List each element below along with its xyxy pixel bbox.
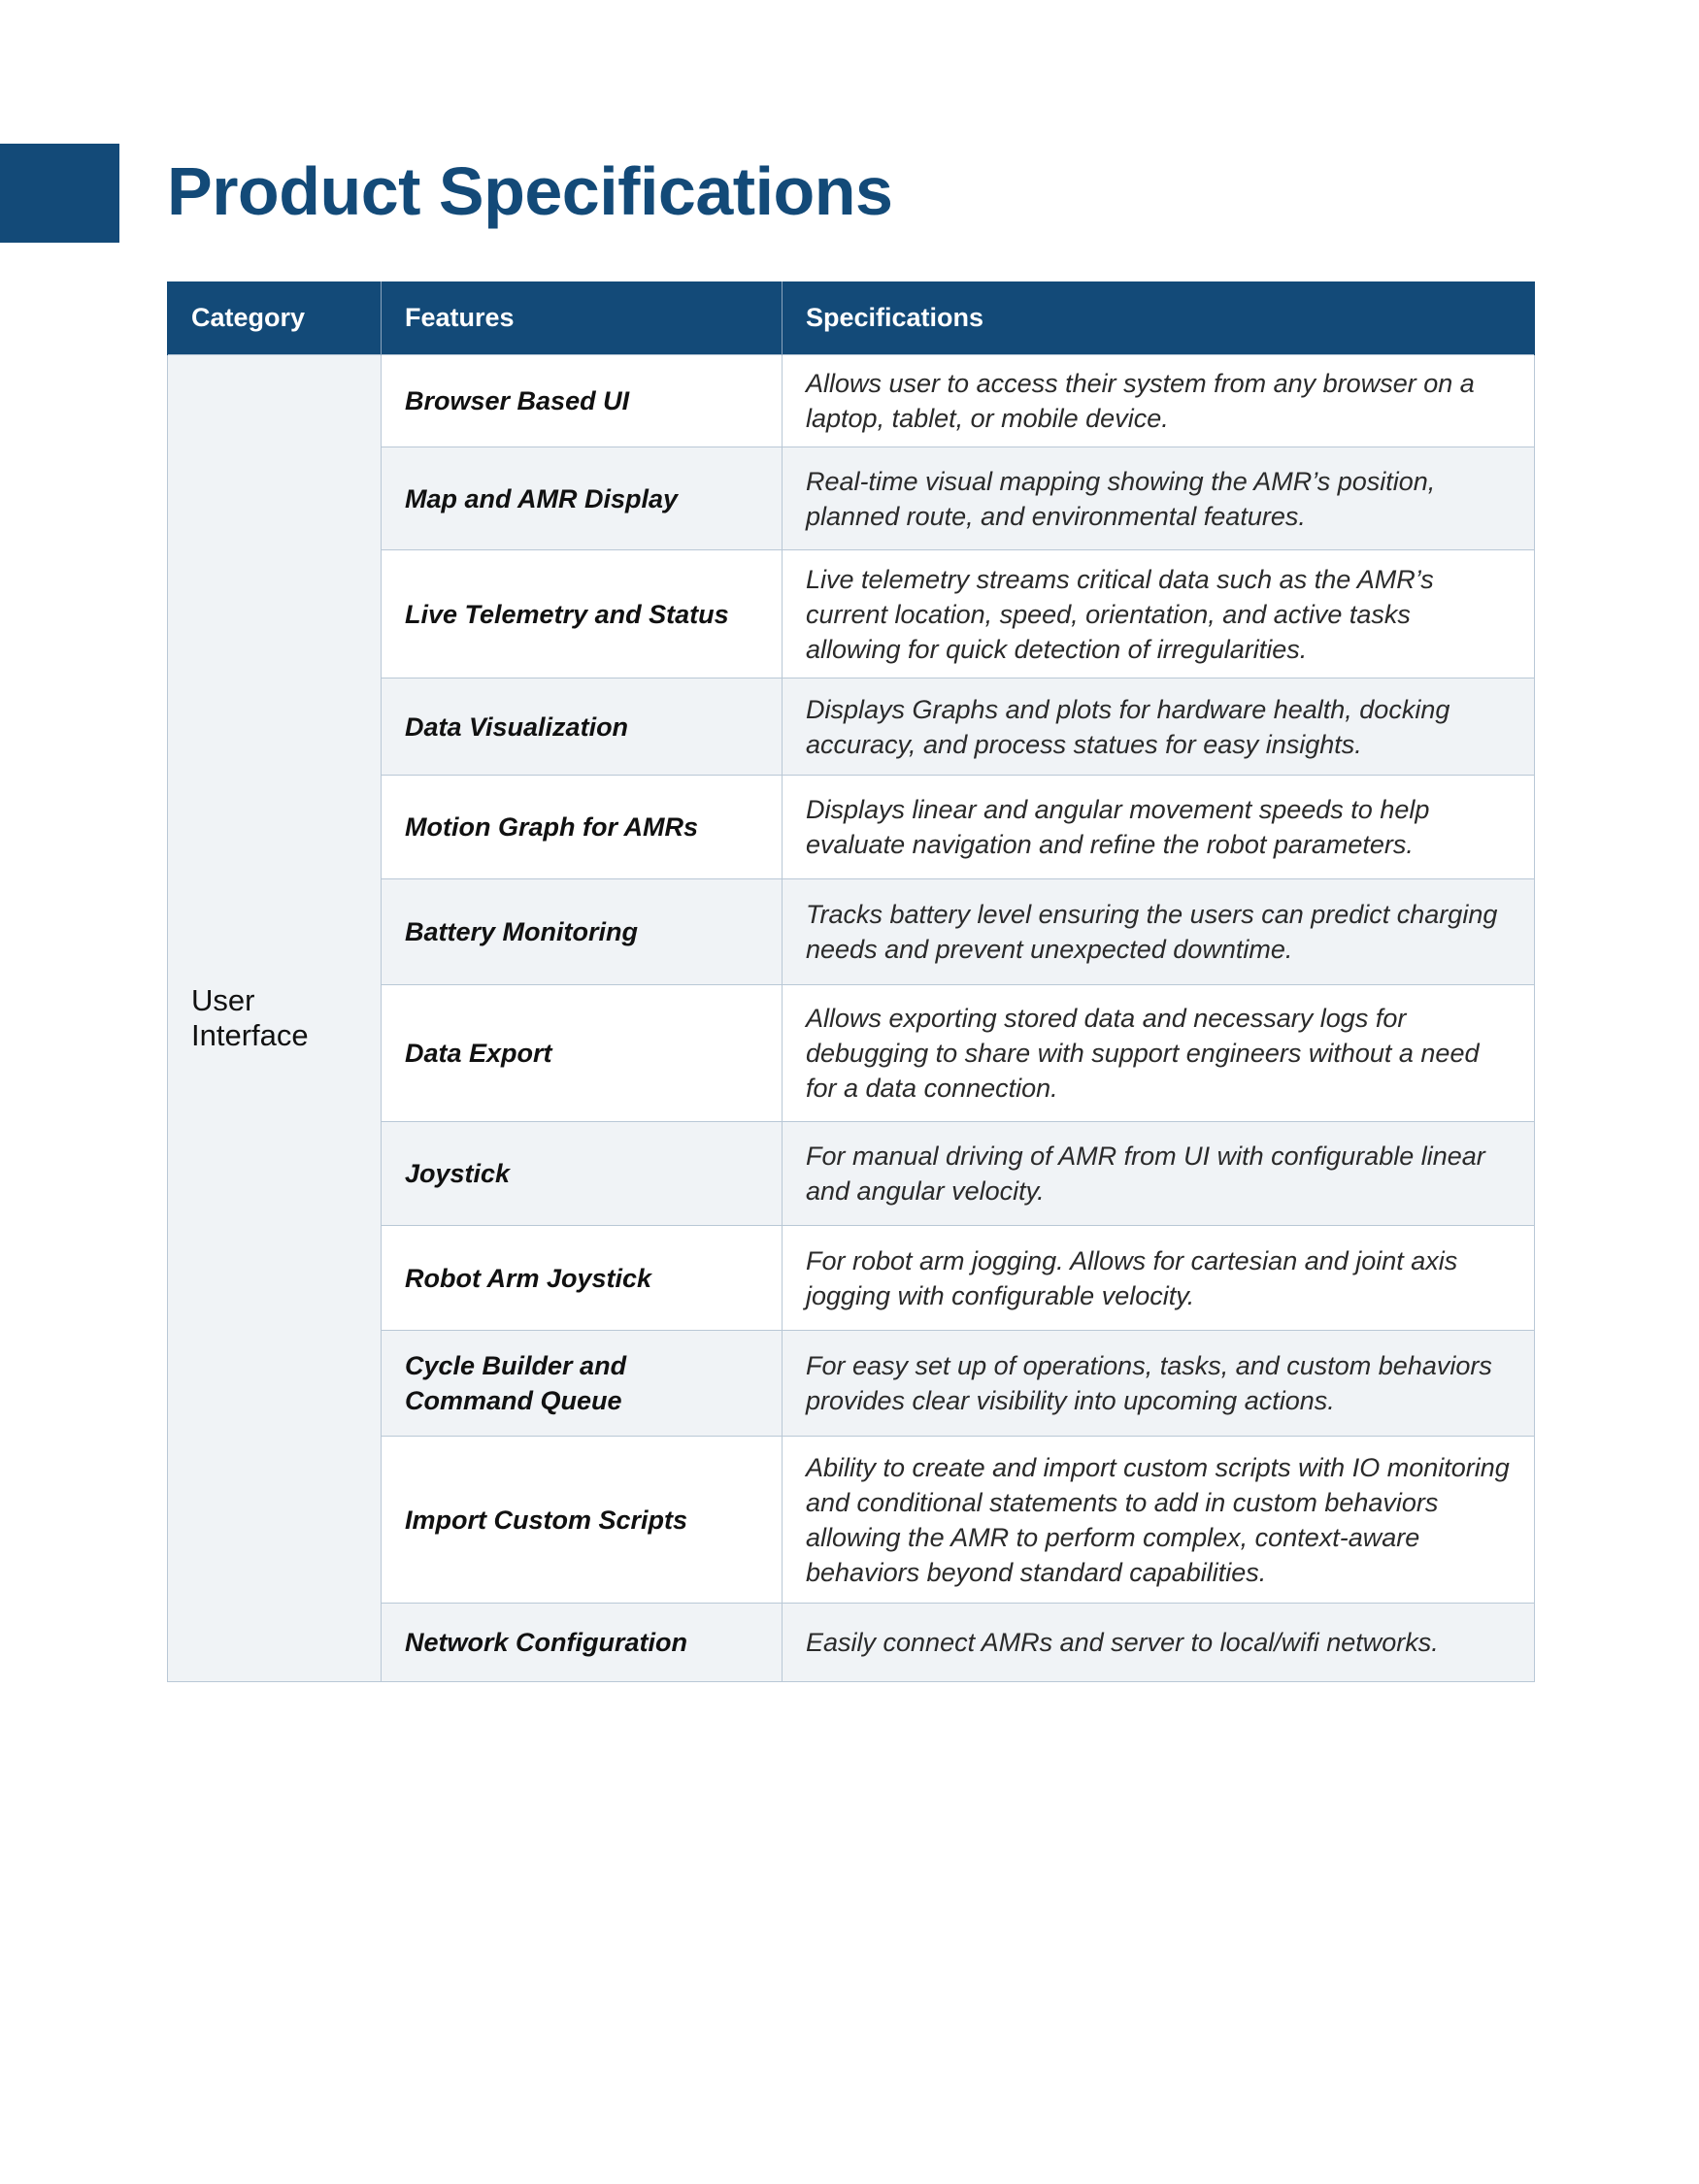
spec-cell: Tracks battery level ensuring the users can predict charging needs and prevent unexpected downtime. bbox=[783, 879, 1535, 985]
category-cell: User Interface bbox=[168, 355, 382, 1682]
feature-cell: Cycle Builder and Command Queue bbox=[382, 1331, 783, 1437]
feature-cell: Data Visualization bbox=[382, 678, 783, 776]
header-features: Features bbox=[382, 281, 783, 355]
page-title: Product Specifications bbox=[167, 153, 893, 229]
feature-cell: Data Export bbox=[382, 985, 783, 1122]
feature-cell: Battery Monitoring bbox=[382, 879, 783, 985]
spec-cell: For easy set up of operations, tasks, and custom behaviors provides clear visibility into upcoming actions. bbox=[783, 1331, 1535, 1437]
accent-block bbox=[0, 144, 119, 243]
header-category: Category bbox=[168, 281, 382, 355]
header-specifications: Specifications bbox=[783, 281, 1535, 355]
spec-cell: Allows user to access their system from any browser on a laptop, tablet, or mobile device. bbox=[783, 355, 1535, 447]
spec-cell: Live telemetry streams critical data such as the AMR’s current location, speed, orientation, and active tasks allowing for quick detection of irregularities. bbox=[783, 550, 1535, 678]
feature-cell: Map and AMR Display bbox=[382, 447, 783, 550]
spec-cell: Real-time visual mapping showing the AMR’s position, planned route, and environmental features. bbox=[783, 447, 1535, 550]
feature-cell: Network Configuration bbox=[382, 1604, 783, 1682]
feature-cell: Live Telemetry and Status bbox=[382, 550, 783, 678]
feature-cell: Motion Graph for AMRs bbox=[382, 776, 783, 879]
spec-cell: Easily connect AMRs and server to local/wifi networks. bbox=[783, 1604, 1535, 1682]
spec-cell: For robot arm jogging. Allows for cartesian and joint axis jogging with configurable velocity. bbox=[783, 1226, 1535, 1331]
feature-cell: Browser Based UI bbox=[382, 355, 783, 447]
spec-cell: Displays linear and angular movement speeds to help evaluate navigation and refine the robot parameters. bbox=[783, 776, 1535, 879]
specifications-table bbox=[167, 281, 1535, 1682]
table-row bbox=[168, 355, 1535, 447]
table-header-row bbox=[168, 281, 1535, 355]
spec-cell: Ability to create and import custom scripts with IO monitoring and conditional statements to add in custom behaviors allowing the AMR to perform complex, context-aware behaviors beyond standard capabilities. bbox=[783, 1437, 1535, 1604]
spec-cell: Allows exporting stored data and necessary logs for debugging to share with support engineers without a need for a data connection. bbox=[783, 985, 1535, 1122]
spec-cell: For manual driving of AMR from UI with configurable linear and angular velocity. bbox=[783, 1122, 1535, 1226]
feature-cell: Import Custom Scripts bbox=[382, 1437, 783, 1604]
feature-cell: Robot Arm Joystick bbox=[382, 1226, 783, 1331]
spec-cell: Displays Graphs and plots for hardware health, docking accuracy, and process statues for easy insights. bbox=[783, 678, 1535, 776]
feature-cell: Joystick bbox=[382, 1122, 783, 1226]
